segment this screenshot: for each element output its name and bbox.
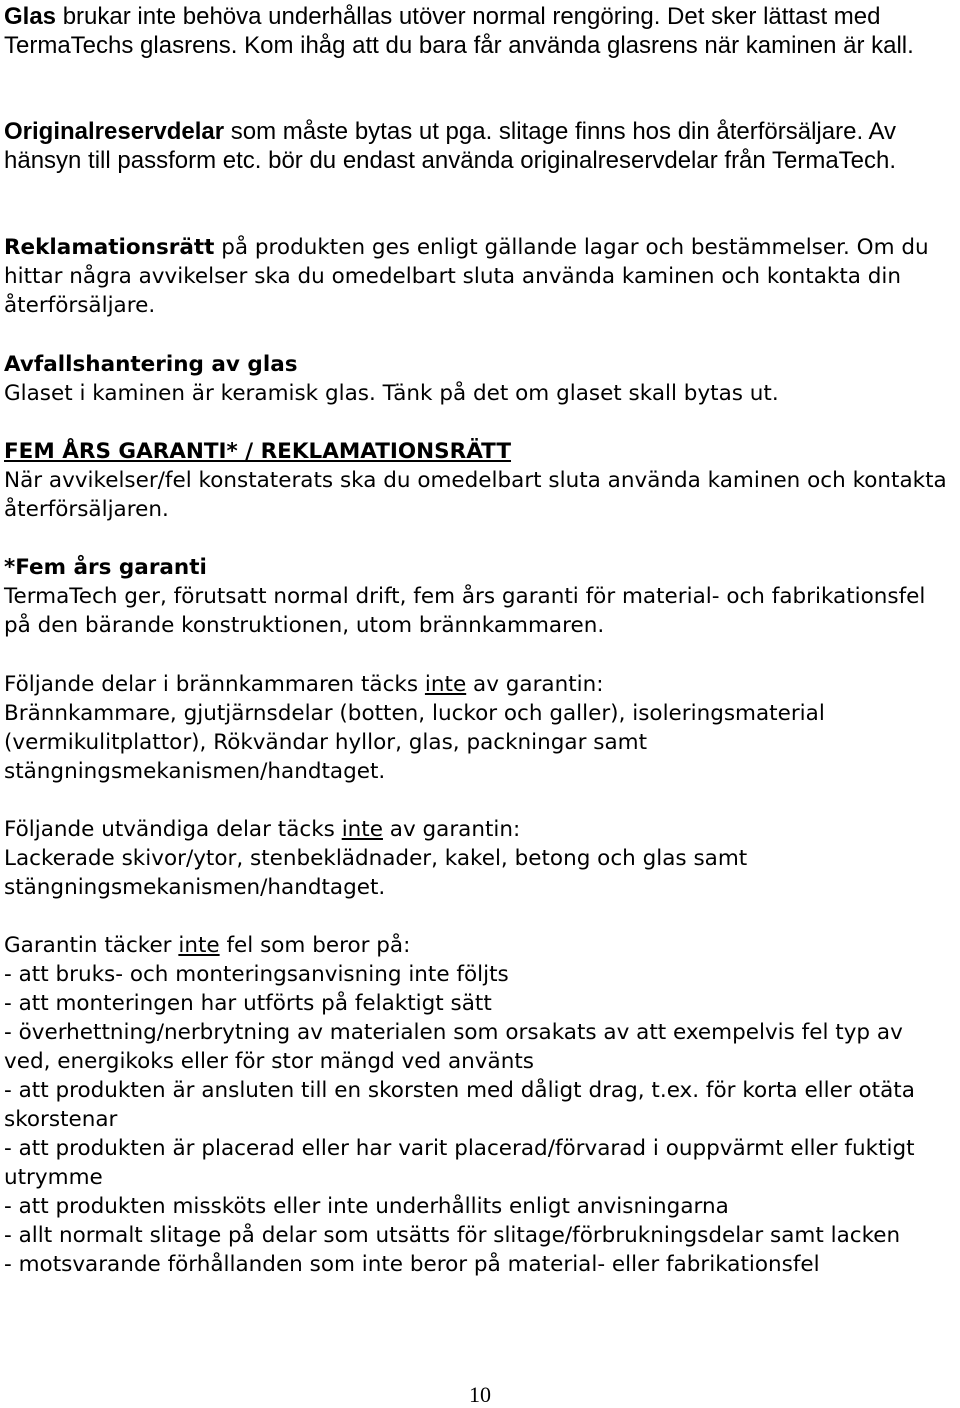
garantin-tacker-intro <box>4 931 954 960</box>
reklamationsratt-paragraph <box>4 233 954 320</box>
foljande-delar-intro <box>4 670 954 699</box>
foljande-utvandiga-text: Lackerade skivor/ytor, stenbeklädnader, kakel, betong och glas samt stängningsmekanismen/handtaget. <box>4 846 748 900</box>
reklamationsratt-text: på produkten ges enligt gällande lagar och bestämmelser. Om du hittar några avvikelser ska du omedelbart sluta använda kaminen och kontakta din återförsäljare. <box>4 235 929 318</box>
garanti-reklamation-section <box>4 437 954 524</box>
foljande-delar-intro-start: Följande delar i brännkammaren täcks <box>4 672 425 697</box>
originalreservdelar-heading: Originalreservdelar <box>4 118 225 145</box>
foljande-utvandiga-intro <box>4 815 954 844</box>
fem-ars-garanti-heading: *Fem års garanti <box>4 555 207 580</box>
originalreservdelar-paragraph <box>4 117 954 175</box>
list-item: - överhettning/nerbrytning av materialen som orsakats av att exempelvis fel typ av ved, energikoks eller för stor mängd ved använts <box>4 1020 903 1074</box>
foljande-delar-section <box>4 670 954 786</box>
list-item: - allt normalt slitage på delar som utsätts för slitage/förbrukningsdelar samt lacken <box>4 1223 901 1248</box>
garantin-tacker-intro-start: Garantin täcker <box>4 933 179 958</box>
avfallshantering-heading: Avfallshantering av glas <box>4 352 298 377</box>
page-number: 10 <box>469 1382 491 1407</box>
list-item: - att monteringen har utförts på felaktigt sätt <box>4 991 492 1016</box>
list-item: - att bruks- och monteringsanvisning inte följts <box>4 962 509 987</box>
list-item: - motsvarande förhållanden som inte beror på material- eller fabrikationsfel <box>4 1252 820 1277</box>
avfallshantering-text: Glaset i kaminen är keramisk glas. Tänk på det om glaset skall bytas ut. <box>4 381 779 406</box>
foljande-delar-intro-end: av garantin: <box>466 672 604 697</box>
foljande-utvandiga-section <box>4 815 954 902</box>
list-item: - att produkten är ansluten till en skorsten med dåligt drag, t.ex. för korta eller otäta skorstenar <box>4 1078 915 1132</box>
garantin-tacker-intro-end: fel som beror på: <box>219 933 411 958</box>
originalreservdelar-text: som måste bytas ut pga. slitage finns hos din återförsäljare. Av hänsyn till passform etc. bör du endast använda originalreservdelar från TermaTech. <box>4 118 897 174</box>
garanti-reklamation-text: När avvikelser/fel konstaterats ska du omedelbart sluta använda kaminen och kontakta återförsäljaren. <box>4 468 947 522</box>
fem-ars-garanti-section <box>4 553 954 640</box>
reklamationsratt-heading: Reklamationsrätt <box>4 235 215 260</box>
list-item: - att produkten missköts eller inte underhållits enligt anvisningarna <box>4 1194 729 1219</box>
garanti-reklamation-heading: FEM ÅRS GARANTI* / REKLAMATIONSRÄTT <box>4 439 512 464</box>
glas-heading: Glas <box>4 3 57 30</box>
garantin-tacker-intro-inte: inte <box>178 933 220 958</box>
foljande-delar-text: Brännkammare, gjutjärnsdelar (botten, luckor och galler), isoleringsmaterial (vermikulitplattor), Rökvändar hyllor, glas, packningar samt stängningsmekanismen/handtaget. <box>4 701 825 784</box>
garantin-tacker-section <box>4 931 954 1279</box>
foljande-delar-intro-inte: inte <box>424 672 467 697</box>
avfallshantering-section <box>4 350 779 408</box>
list-item: - att produkten är placerad eller har varit placerad/förvarad i ouppvärmt eller fuktigt utrymme <box>4 1136 915 1190</box>
foljande-utvandiga-intro-end: av garantin: <box>382 817 521 842</box>
glas-text: brukar inte behöva underhållas utöver normal rengöring. Det sker lättast med TermaTechs glasrens. Kom ihåg att du bara får använda glasrens när kaminen är kall. <box>4 3 914 59</box>
foljande-utvandiga-intro-inte: inte <box>341 817 383 842</box>
fem-ars-garanti-text: TermaTech ger, förutsatt normal drift, fem års garanti för material- och fabrikationsfel på den bärande konstruktionen, utom brännkammaren. <box>4 584 926 638</box>
foljande-utvandiga-intro-start: Följande utvändiga delar täcks <box>4 817 342 842</box>
glas-paragraph <box>4 2 954 60</box>
